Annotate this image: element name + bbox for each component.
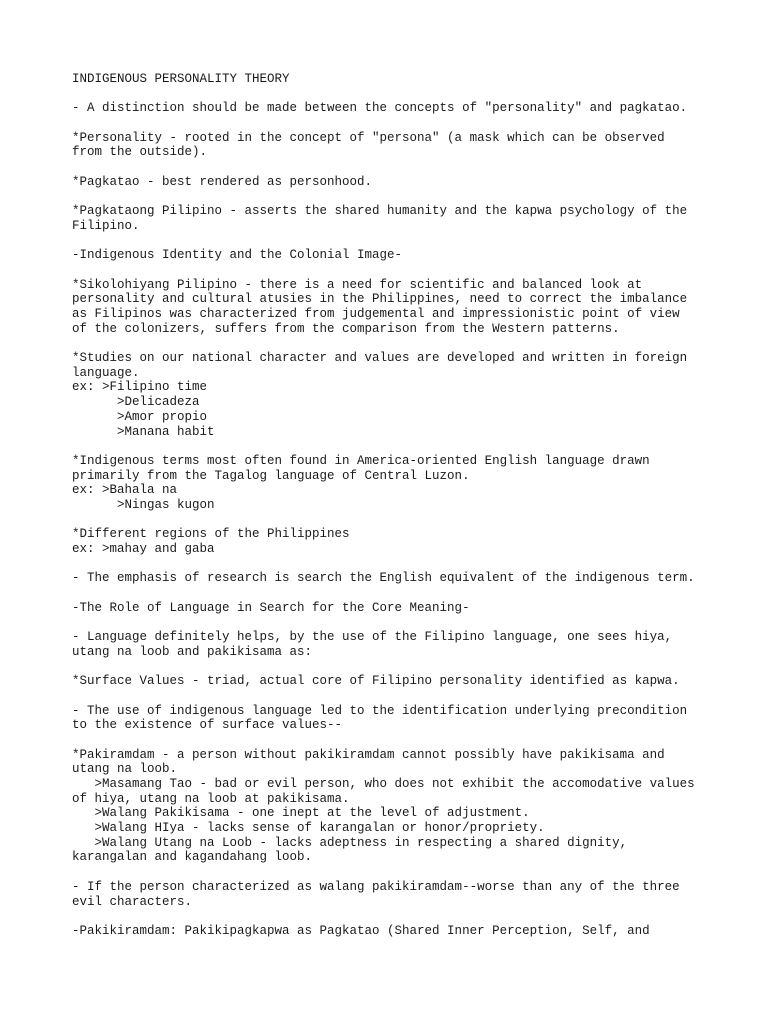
paragraph-line: - Language definitely helps, by the use of the Filipino language, one sees hiya, (72, 630, 673, 645)
paragraph-line: utang na loob. (72, 762, 178, 777)
paragraph-line: primarily from the Tagalog language of Central Luzon. (72, 468, 470, 483)
example-line: ex: >mahay and gaba (72, 542, 215, 556)
document-title: INDIGENOUS PERSONALITY THEORY (72, 72, 290, 86)
sub-item-line: >Walang Pakikisama - one inept at the level of adjustment. (72, 806, 530, 821)
sub-item-line: >Walang HIya - lacks sense of karangalan or honor/propriety. (72, 821, 545, 836)
sub-item-line: >Masamang Tao - bad or evil person, who does not exhibit the accomodative values (72, 777, 695, 791)
sub-item-line: of hiya, utang na loob at pakikisama. (72, 791, 350, 806)
example-line: >Ningas kugon (72, 497, 215, 512)
paragraph-line: evil characters. (72, 894, 193, 909)
section-heading: -Indigenous Identity and the Colonial Image- (72, 248, 403, 263)
example-line: ex: >Filipino time (72, 380, 208, 395)
paragraph-line: to the existence of surface values-- (72, 718, 343, 733)
paragraph-line: - The emphasis of research is search the English equivalent of the indigenous term. (72, 571, 695, 586)
paragraph-line: *Surface Values - triad, actual core of Filipino personality identified as kapwa. (72, 674, 680, 689)
paragraph-line: *Studies on our national character and values are developed and written in foreign (72, 351, 688, 366)
sub-item-line: karangalan and kagandahang loob. (72, 850, 313, 865)
paragraph-line: as Filipinos was characterized from judgemental and impressionistic point of view (72, 307, 680, 321)
paragraph-line: *Pagkataong Pilipino - asserts the shared humanity and the kapwa psychology of the (72, 204, 688, 219)
example-line: >Manana habit (72, 424, 215, 439)
sub-item-line: >Walang Utang na Loob - lacks adeptness in respecting a shared dignity, (72, 835, 628, 850)
paragraph-line: *Pagkatao - best rendered as personhood. (72, 174, 373, 189)
paragraph-line: utang na loob and pakikisama as: (72, 644, 313, 659)
paragraph-line: - The use of indigenous language led to the identification underlying precondition (72, 703, 688, 718)
paragraph-line: of the colonizers, suffers from the comparison from the Western patterns. (72, 321, 620, 336)
example-line: >Amor propio (72, 409, 208, 424)
section-heading: -The Role of Language in Search for the Core Meaning- (72, 600, 470, 615)
document-page (72, 72, 712, 939)
paragraph-line: *Indigenous terms most often found in America-oriented English language drawn (72, 453, 650, 468)
paragraph-line: *Sikolohiyang Pilipino - there is a need for scientific and balanced look at (72, 277, 643, 292)
paragraph-line: *Personality - rooted in the concept of "persona" (a mask which can be observed (72, 130, 665, 145)
example-line: >Delicadeza (72, 395, 200, 410)
paragraph-line: Filipino. (72, 218, 140, 233)
paragraph-line: - A distinction should be made between the concepts of "personality" and pagkatao. (72, 101, 688, 116)
paragraph-line: *Pakiramdam - a person without pakikiramdam cannot possibly have pakikisama and (72, 747, 665, 762)
paragraph-line: - If the person characterized as walang pakikiramdam--worse than any of the three (72, 879, 680, 894)
section-heading: -Pakikiramdam: Pakikipagkapwa as Pagkatao (Shared Inner Perception, Self, and (72, 923, 650, 938)
paragraph-line: personality and cultural atusies in the Philippines, need to correct the imbalance (72, 292, 688, 307)
example-line: ex: >Bahala na (72, 483, 178, 498)
paragraph-line: from the outside). (72, 145, 208, 160)
paragraph-line: language. (72, 365, 140, 380)
paragraph-line: *Different regions of the Philippines (72, 527, 350, 542)
